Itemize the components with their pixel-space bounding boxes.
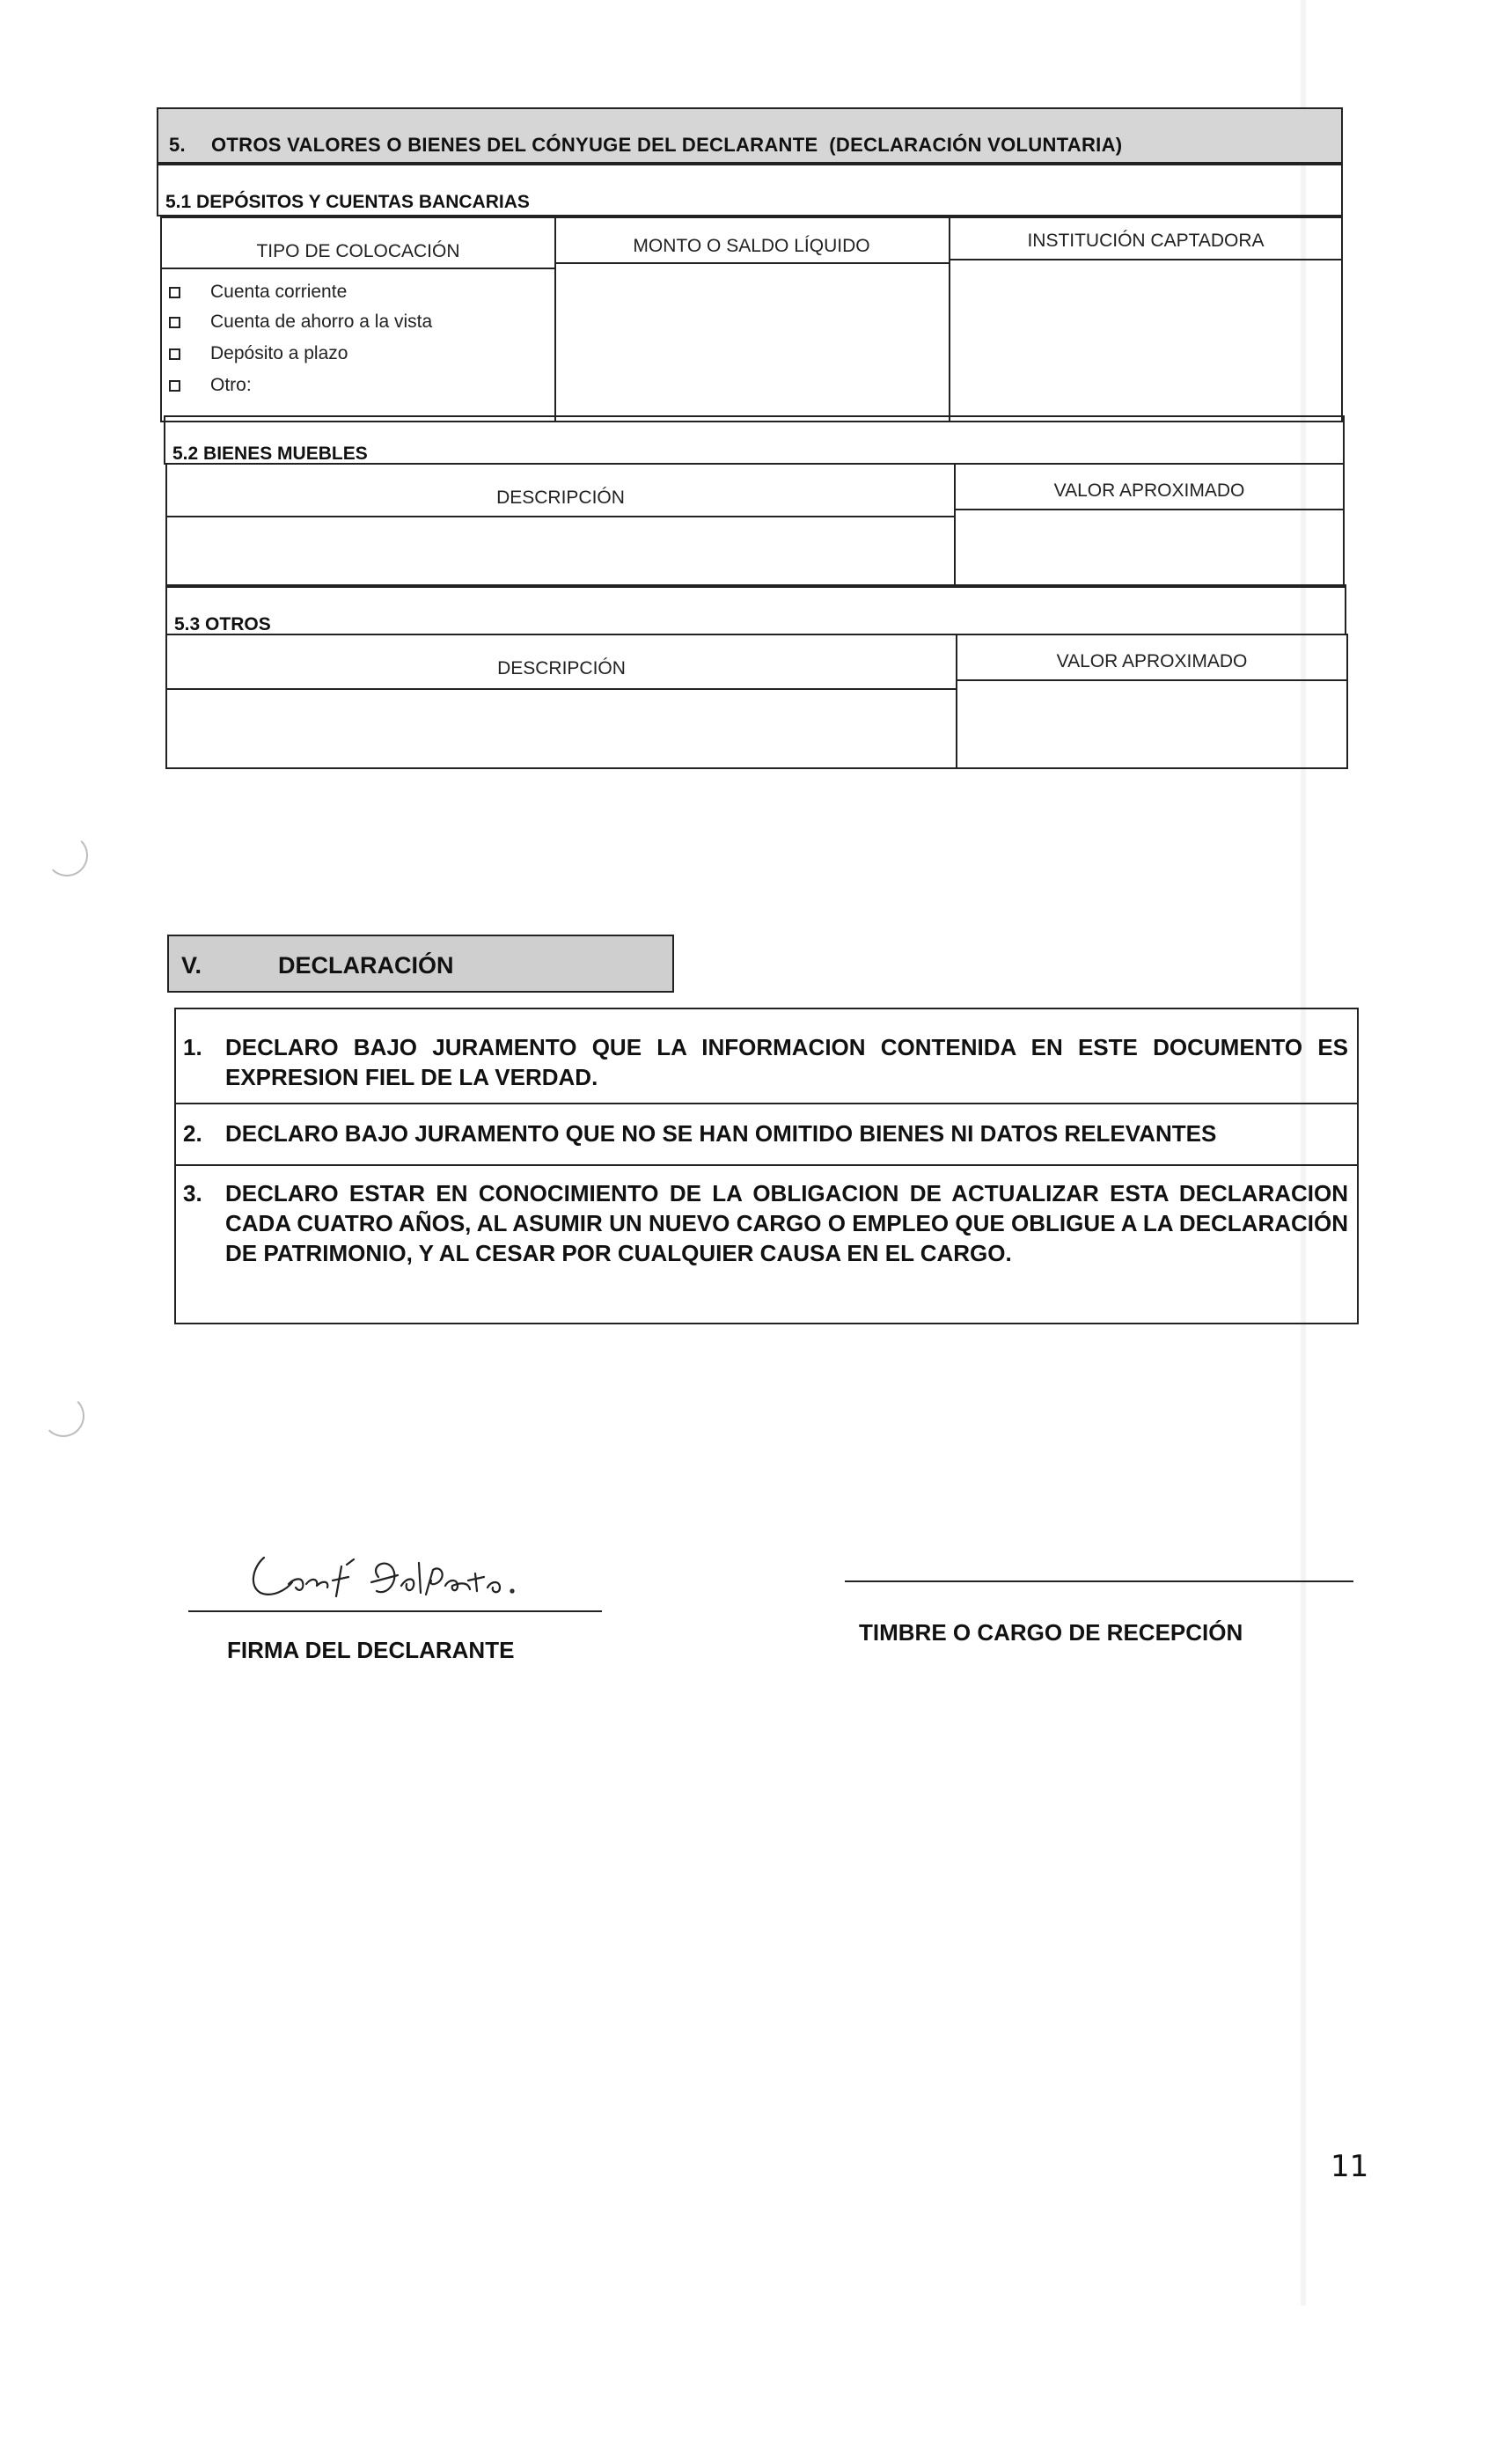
- handwritten-signature: [238, 1531, 607, 1610]
- header-rule: [954, 509, 1345, 510]
- declarant-signature-line: [188, 1610, 602, 1612]
- reception-stamp-line: [845, 1580, 1353, 1582]
- others-heading-row: [165, 584, 1346, 635]
- section-5-note: (DECLARACIÓN VOLUNTARIA): [829, 134, 1123, 156]
- page-number: 11: [1331, 2149, 1369, 2184]
- section-v-header: [167, 935, 674, 993]
- column-divider: [954, 465, 956, 588]
- checkbox-icon[interactable]: [169, 380, 180, 392]
- header-rule: [949, 259, 1343, 260]
- deposits-table: [160, 216, 1343, 422]
- declarant-signature-label: FIRMA DEL DECLARANTE: [227, 1637, 515, 1663]
- declaration-divider: [176, 1103, 1357, 1104]
- option-label: Cuenta de ahorro a la vista: [210, 312, 433, 332]
- column-header-descripcion: DESCRIPCIÓN: [496, 488, 625, 508]
- column-header-institucion: INSTITUCIÓN CAPTADORA: [1027, 231, 1265, 251]
- header-rule: [167, 516, 954, 517]
- header-rule: [956, 679, 1348, 681]
- declaration-item-2: [176, 1118, 1357, 1154]
- declaration-text: DECLARO BAJO JURAMENTO QUE LA INFORMACION CONTENIDA EN ESTE DOCUMENTO ES EXPRESION FIEL DE LA VERDAD.: [225, 1034, 1348, 1090]
- column-header-descripcion: DESCRIPCIÓN: [497, 658, 626, 678]
- punch-hole-mark: [42, 1395, 84, 1437]
- column-divider: [956, 635, 957, 769]
- header-rule: [554, 262, 949, 264]
- option-otro[interactable]: [169, 375, 252, 396]
- header-rule: [167, 688, 956, 690]
- declaration-number: 3.: [183, 1180, 202, 1206]
- declaration-number: 2.: [183, 1120, 202, 1147]
- column-header-valor: VALOR APROXIMADO: [1053, 480, 1245, 501]
- section-5-number: 5.: [169, 134, 186, 156]
- declaration-box: [174, 1008, 1359, 1324]
- option-deposito-plazo[interactable]: [169, 343, 348, 364]
- checkbox-icon[interactable]: [169, 287, 180, 298]
- declaration-text: DECLARO BAJO JURAMENTO QUE NO SE HAN OMITIDO BIENES NI DATOS RELEVANTES: [225, 1120, 1217, 1147]
- option-label: Cuenta corriente: [210, 282, 348, 302]
- option-cuenta-ahorro[interactable]: [169, 312, 432, 333]
- declaration-item-1: [176, 1032, 1357, 1103]
- reception-stamp-label: TIMBRE O CARGO DE RECEPCIÓN: [859, 1619, 1243, 1646]
- column-divider: [949, 218, 950, 422]
- section-5-header: [157, 107, 1343, 164]
- column-divider: [554, 218, 556, 422]
- checkbox-icon[interactable]: [169, 348, 180, 360]
- others-heading: 5.3 OTROS: [174, 614, 271, 634]
- others-table: [165, 634, 1348, 769]
- movables-heading: 5.2 BIENES MUEBLES: [172, 444, 368, 464]
- deposits-heading: 5.1 DEPÓSITOS Y CUENTAS BANCARIAS: [165, 192, 530, 212]
- header-rule: [162, 268, 554, 269]
- punch-hole-mark: [46, 834, 88, 876]
- declaration-item-3: [176, 1178, 1357, 1310]
- column-header-monto: MONTO O SALDO LÍQUIDO: [633, 236, 870, 256]
- option-label: Depósito a plazo: [210, 343, 348, 363]
- section-v-roman: V.: [181, 952, 202, 979]
- checkbox-icon[interactable]: [169, 317, 180, 328]
- column-header-tipo: TIPO DE COLOCACIÓN: [256, 241, 460, 261]
- deposits-heading-row: [157, 164, 1343, 216]
- movables-heading-row: [164, 415, 1345, 465]
- declaration-divider: [176, 1164, 1357, 1166]
- option-label: Otro:: [210, 375, 252, 395]
- option-cuenta-corriente[interactable]: [169, 282, 347, 303]
- section-5-title: OTROS VALORES O BIENES DEL CÓNYUGE DEL DECLARANTE: [211, 134, 818, 156]
- section-v-title: DECLARACIÓN: [278, 952, 454, 979]
- declaration-number: 1.: [183, 1034, 202, 1060]
- column-header-valor: VALOR APROXIMADO: [1056, 651, 1248, 671]
- movables-table: [165, 463, 1345, 588]
- declaration-text: DECLARO ESTAR EN CONOCIMIENTO DE LA OBLIGACION DE ACTUALIZAR ESTA DECLARACION CADA CUATRO AÑOS, AL ASUMIR UN NUEVO CARGO O EMPLEO QUE OBLIGUE A LA DECLARACIÓN DE PATRIMONIO, Y AL CESAR POR CUALQUIER CAUSA EN EL CARGO.: [225, 1180, 1348, 1266]
